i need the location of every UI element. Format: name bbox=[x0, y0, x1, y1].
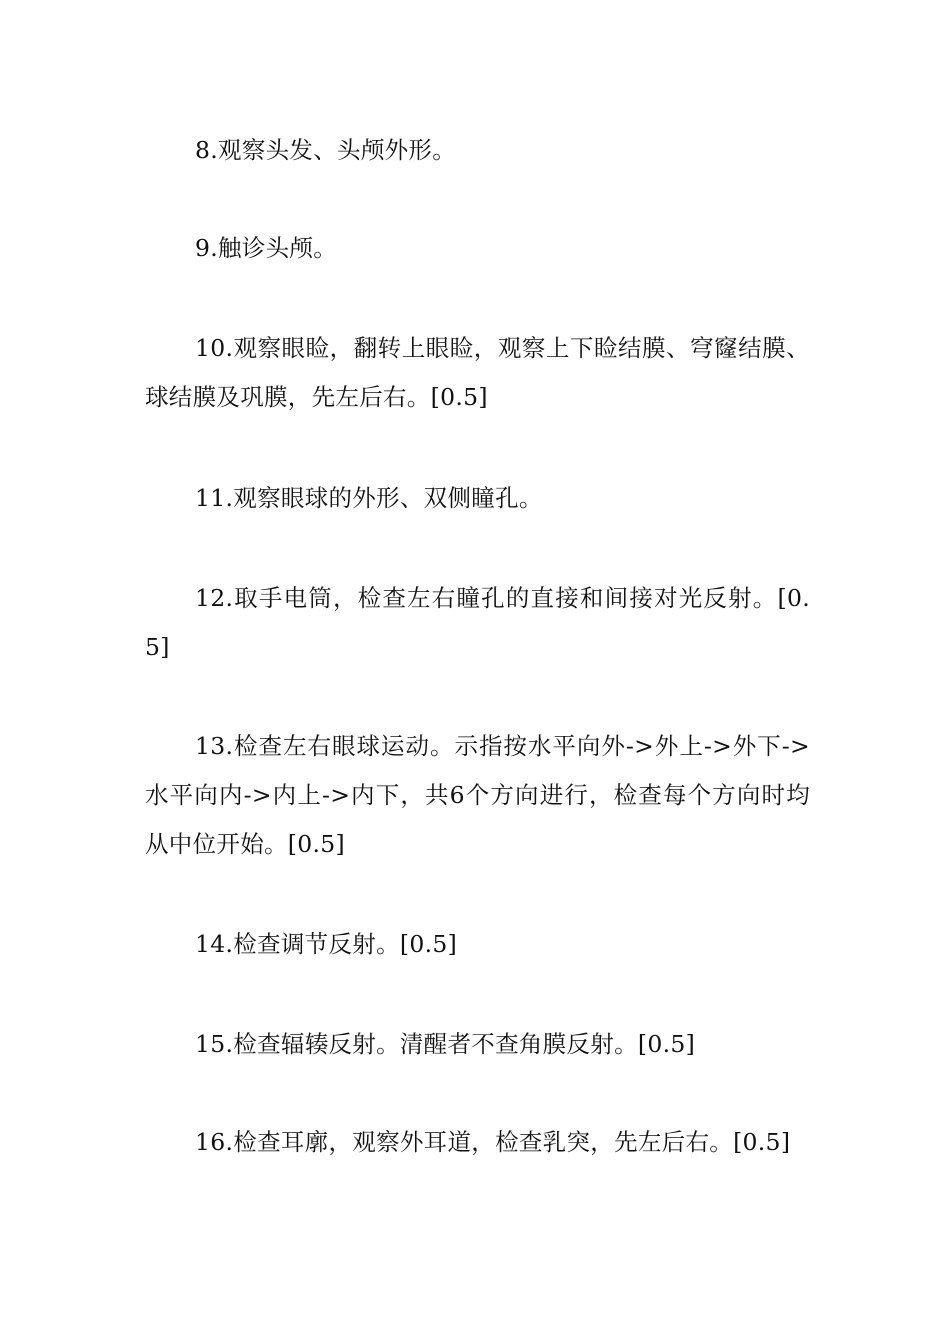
paragraph-item-10: 10.观察眼睑，翻转上眼睑，观察上下睑结膜、穹窿结膜、球结膜及巩膜，先左后右。[0.5] bbox=[145, 334, 810, 411]
paragraph-item-8: 8.观察头发、头颅外形。 bbox=[195, 136, 457, 164]
paragraph-item-16: 16.检查耳廓，观察外耳道，检查乳突，先左后右。[0.5] bbox=[195, 1128, 791, 1156]
paragraph-item-14: 14.检查调节反射。[0.5] bbox=[195, 930, 458, 958]
paragraph-item-15: 15.检查辐辏反射。清醒者不查角膜反射。[0.5] bbox=[195, 1030, 696, 1058]
paragraph-item-9: 9.触诊头颅。 bbox=[195, 234, 338, 262]
paragraph-item-11: 11.观察眼球的外形、双侧瞳孔。 bbox=[195, 484, 543, 512]
paragraph-item-13: 13.检查左右眼球运动。示指按水平向外->外上->外下->水平向内->内上->内下，共6个方向进行，检查每个方向时均从中位开始。[0.5] bbox=[145, 732, 810, 858]
paragraph-item-12: 12.取手电筒，检查左右瞳孔的直接和间接对光反射。[0.5] bbox=[145, 584, 810, 661]
